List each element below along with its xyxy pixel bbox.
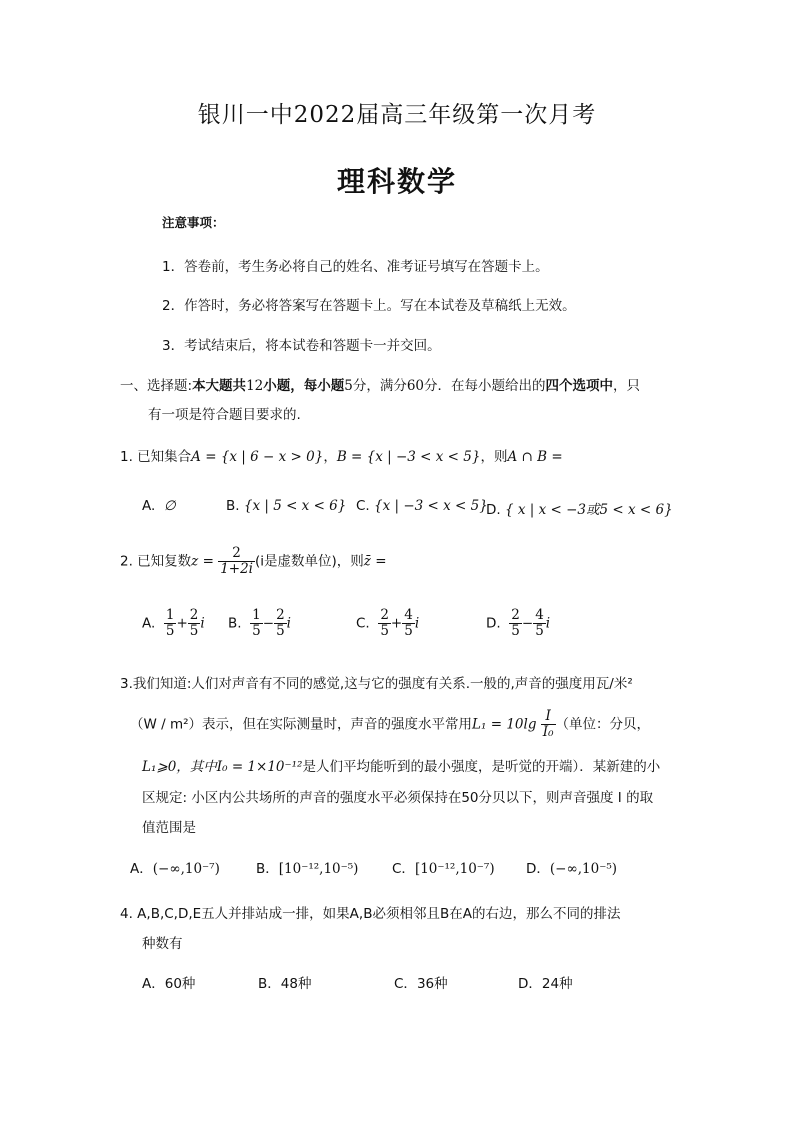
question-2-fraction: $\frac{2}{1+2i}$ (220, 545, 253, 577)
exam-title: 银川一中2022届高三年级第一次月考 (197, 102, 597, 128)
question-3-option-c: C．[10⁻¹²,10⁻⁷) (392, 861, 495, 877)
question-4-option-d: D．24种 (518, 976, 573, 992)
section-1-instructions: 一、选择题:本大题共12小题，每小题5分，满分60分．在每小题给出的四个选项中，只 (120, 378, 641, 394)
notes-heading: 注意事项： (162, 215, 225, 230)
question-3-line-1: 3.我们知道:人们对声音有不同的感觉,这与它的强度有关系.一般的,声音的强度用瓦/米² (120, 676, 633, 692)
question-1-option-c: C. {x | −3 < x < 5} (356, 498, 488, 514)
question-2-option-a: A. $\frac{1}{5}$ + $\frac{2}{5}$ i (142, 607, 205, 639)
question-1-option-a: A. ∅ (142, 498, 176, 514)
section-1-instructions-line2: 有一项是符合题目要求的. (148, 407, 301, 423)
question-1-option-d: D. { x | x < −3或5 < x < 6} (486, 502, 673, 518)
exam-subject: 理科数学 (336, 165, 457, 198)
question-2-option-d: D. $\frac{2}{5}$ − $\frac{4}{5}$ i (486, 607, 551, 639)
question-3-option-d: D．(−∞,10⁻⁵) (526, 861, 618, 877)
question-2-stem: 2. 已知复数z = $\frac{2}{1+2i}$ (i是虚数单位)，则z̄ = (120, 545, 387, 577)
note-item-2: 2．作答时，务必将答案写在答题卡上。写在本试卷及草稿纸上无效。 (162, 298, 576, 314)
question-3-fraction: $\frac{I}{\text{I₀}}$ (542, 708, 554, 740)
question-2-option-c: C. $\frac{2}{5}$ + $\frac{4}{5}$ i (356, 607, 420, 639)
question-1-stem: 1. 已知集合A = {x | 6 − x > 0}，B = {x | −3 < x < 5}，则A ∩ B = (120, 449, 563, 465)
question-4-line-1: 4. A,B,C,D,E五人并排站成一排，如果A,B必须相邻且B在A的右边，那么不同的排法 (120, 906, 621, 922)
question-3-line-3: L₁⩾0，其中I₀ = 1×10⁻¹²是人们平均能听到的最小强度，是听觉的开端）．某新建的小 (142, 759, 661, 775)
question-4-line-2: 种数有 (142, 936, 183, 952)
question-3-line-2: （W / m²）表示，但在实际测量时，声音的强度水平常用L₁ = 10lg $\frac{I}{\text{I₀}}$ （单位：分贝， (130, 708, 651, 740)
question-3-option-b: B．[10⁻¹²,10⁻⁵) (256, 861, 359, 877)
question-4-option-a: A．60种 (142, 976, 196, 992)
question-3-option-a: A．(−∞,10⁻⁷) (130, 861, 220, 877)
question-3-line-5: 值范围是 (142, 820, 196, 836)
note-item-3: 3．考试结束后，将本试卷和答题卡一并交回。 (162, 338, 441, 354)
question-2-option-b: B. $\frac{1}{5}$ − $\frac{2}{5}$ i (228, 607, 291, 639)
question-4-option-c: C．36种 (394, 976, 448, 992)
question-4-option-b: B．48种 (258, 976, 312, 992)
note-item-1: 1．答卷前，考生务必将自己的姓名、准考证号填写在答题卡上。 (162, 259, 549, 275)
question-3-line-4: 区规定: 小区内公共场所的声音的强度水平必须保持在50分贝以下，则声音强度 I 的取 (142, 790, 654, 806)
question-1-option-b: B. {x | 5 < x < 6} (226, 498, 347, 514)
